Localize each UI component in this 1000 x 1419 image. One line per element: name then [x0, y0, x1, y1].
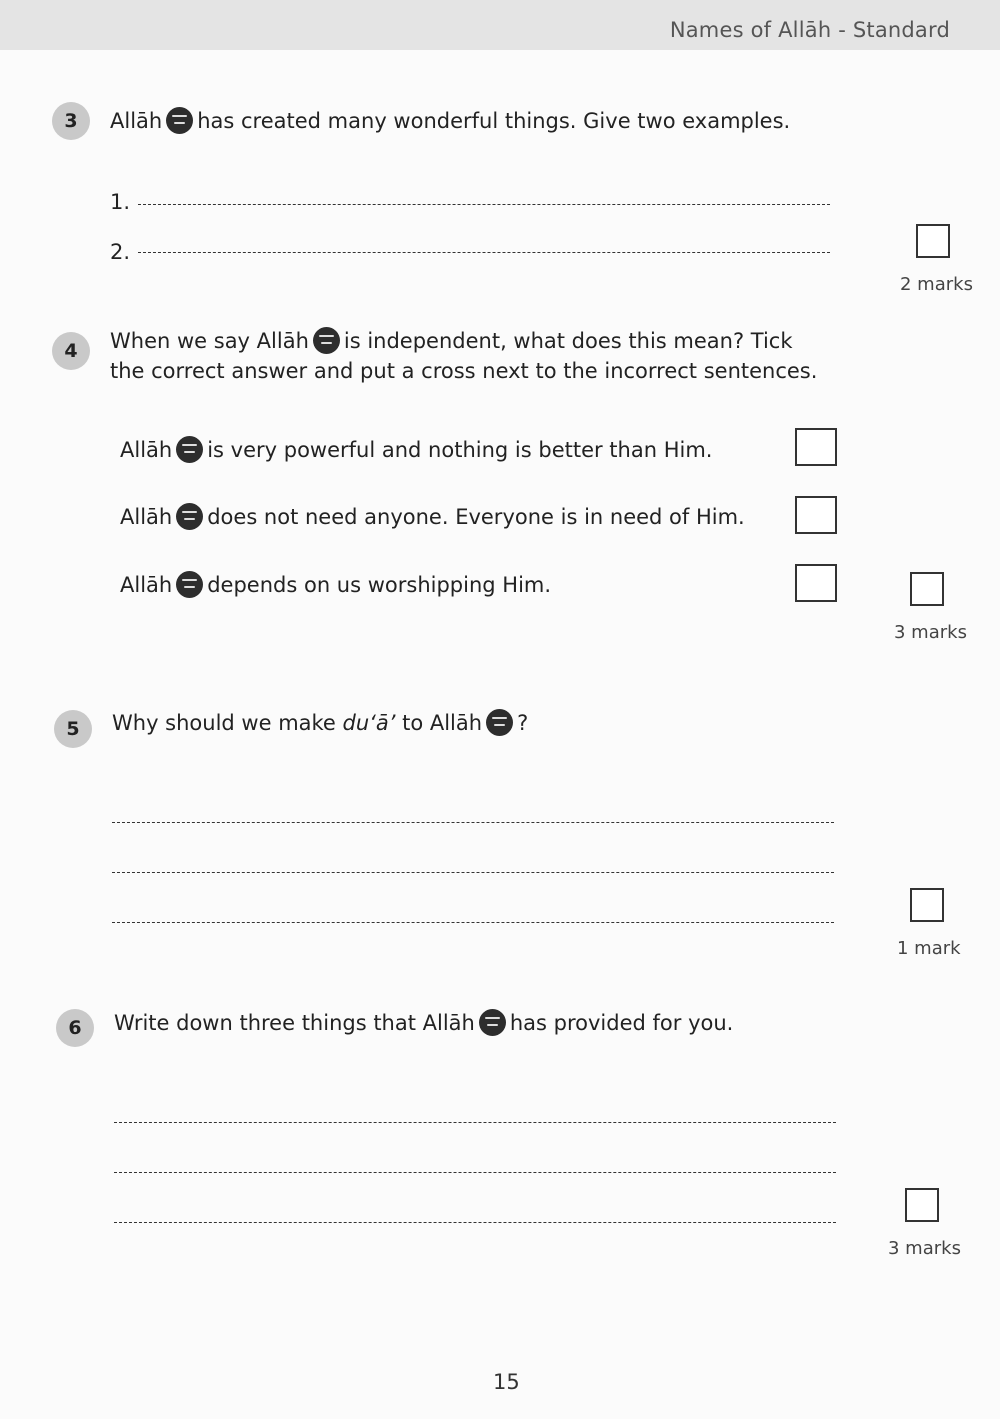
subhanahu-seal-icon	[176, 436, 203, 463]
answer-label-1: 1.	[110, 190, 131, 214]
subhanahu-seal-icon	[176, 503, 203, 530]
marks-label: 2 marks	[900, 274, 973, 295]
statement-prefix: Allāh	[120, 438, 173, 462]
marks-box[interactable]	[910, 572, 944, 606]
answer-line[interactable]	[114, 1122, 836, 1123]
marks-box[interactable]	[910, 888, 944, 922]
statement-prefix: Allāh	[120, 505, 173, 529]
answer-line[interactable]	[112, 822, 834, 823]
question-6-text	[114, 1008, 733, 1038]
tick-box-3[interactable]	[795, 564, 837, 602]
question-4-line-2: the correct answer and put a cross next to the incorrect sentences.	[110, 359, 818, 383]
subhanahu-seal-icon	[486, 709, 513, 736]
question-number-3: 3	[52, 102, 90, 140]
answer-line[interactable]	[112, 872, 834, 873]
answer-label-2: 2.	[110, 240, 131, 264]
question-3-text	[110, 106, 790, 136]
marks-label: 3 marks	[894, 622, 967, 643]
question-number-4: 4	[52, 332, 90, 370]
question-5-suffix: ?	[517, 711, 529, 735]
question-4-line-1	[110, 326, 793, 356]
subhanahu-seal-icon	[166, 107, 193, 134]
question-5-text	[112, 708, 528, 738]
statement-text: does not need anyone. Everyone is in need of Him.	[207, 505, 745, 529]
question-number-6: 6	[56, 1009, 94, 1047]
statement-prefix: Allāh	[120, 573, 173, 597]
subhanahu-seal-icon	[479, 1009, 506, 1036]
question-4-line-1-prefix: When we say Allāh	[110, 329, 309, 353]
answer-line[interactable]	[138, 252, 830, 253]
marks-label: 3 marks	[888, 1238, 961, 1259]
tick-box-1[interactable]	[795, 428, 837, 466]
page-number: 15	[493, 1370, 520, 1394]
marks-label: 1 mark	[897, 938, 961, 959]
tick-box-2[interactable]	[795, 496, 837, 534]
question-3-prefix: Allāh	[110, 109, 163, 133]
dua-term: du‘ā’	[342, 711, 396, 735]
question-6-prefix: Write down three things that Allāh	[114, 1011, 475, 1035]
question-5-mid: to Allāh	[402, 711, 483, 735]
question-4-line-1-suffix: is independent, what does this mean? Tick	[343, 329, 793, 353]
header-title: Names of Allāh - Standard	[669, 18, 950, 42]
header-bar	[0, 0, 1000, 50]
question-5-prefix: Why should we make	[112, 711, 336, 735]
subhanahu-seal-icon	[176, 571, 203, 598]
question-number-5: 5	[54, 710, 92, 748]
answer-line[interactable]	[112, 922, 834, 923]
statement-1	[120, 436, 712, 463]
answer-line[interactable]	[138, 204, 830, 205]
marks-box[interactable]	[916, 224, 950, 258]
question-6-suffix: has provided for you.	[509, 1011, 734, 1035]
statement-text: depends on us worshipping Him.	[207, 573, 552, 597]
subhanahu-seal-icon	[313, 327, 340, 354]
question-3-suffix: has created many wonderful things. Give two examples.	[197, 109, 791, 133]
statement-3	[120, 571, 551, 598]
statement-text: is very powerful and nothing is better than Him.	[207, 438, 713, 462]
marks-box[interactable]	[905, 1188, 939, 1222]
answer-line[interactable]	[114, 1172, 836, 1173]
statement-2	[120, 503, 745, 530]
answer-line[interactable]	[114, 1222, 836, 1223]
